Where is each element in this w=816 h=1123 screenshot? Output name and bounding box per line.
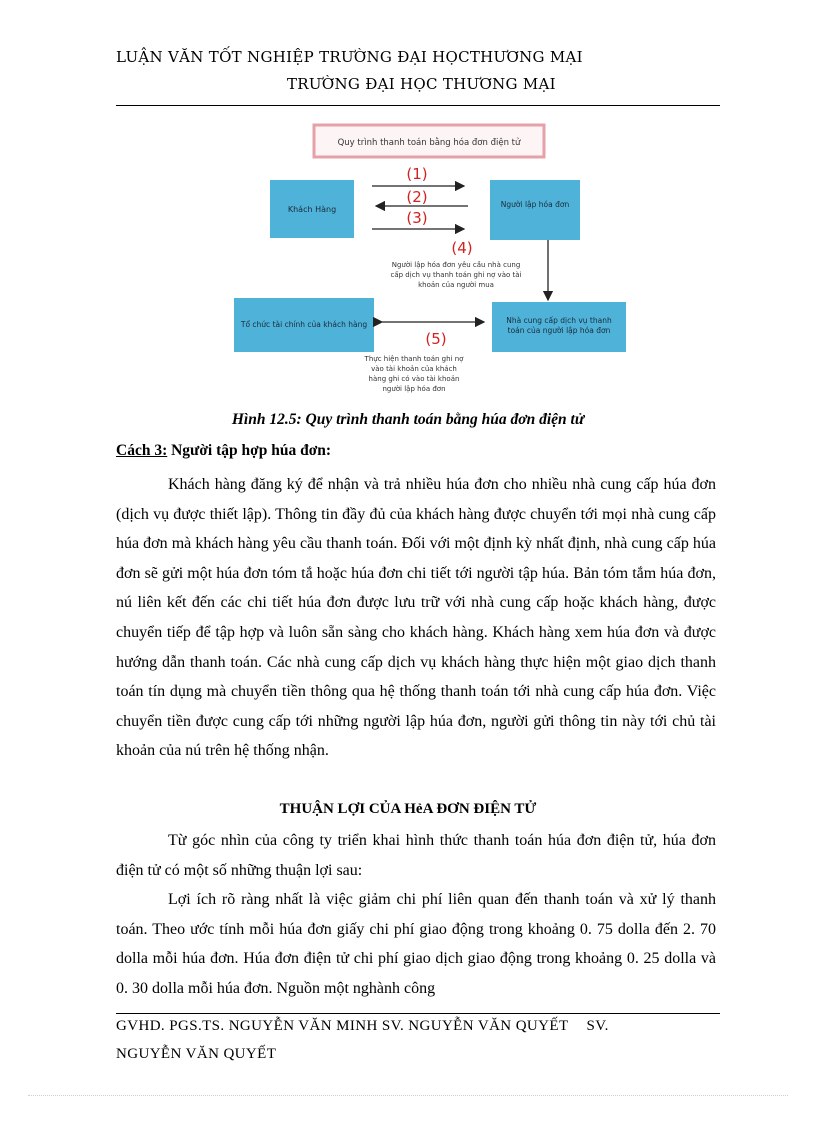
payment-provider-label-line-1: Nhà cung cấp dịch vụ thanh (506, 316, 612, 325)
header-line-2: TRƯỜNG ĐẠI HỌC THƯƠNG MẠI (287, 75, 556, 93)
footer-line-2: NGUYỄN VĂN QUYẾT (116, 1046, 277, 1062)
footer-rule (116, 1013, 720, 1014)
advantages-heading: THUẬN LỢI CỦA HẻA ĐƠN ĐIỆN TỬ (279, 801, 537, 817)
financial-institution-label: Tổ chức tài chính của khách hàng (240, 320, 368, 329)
step-5-label: (5) (425, 330, 447, 348)
footer-left: GVHD. PGS.TS. NGUYỄN VĂN MINH SV. NGUYỄN VĂN QUYẾT (116, 1018, 569, 1034)
step-5-note-line-1: Thực hiện thanh toán ghi nợ (364, 355, 464, 363)
footer-right: SV. (586, 1018, 609, 1034)
figure-caption: Hình 12.5: Quy trình thanh toán bằng húa đơn điện tử (231, 411, 585, 428)
diagram-title-text: Quy trình thanh toán bằng hóa đơn điện tử (337, 138, 521, 148)
step-5-note-line-2: vào tài khoản của khách (371, 365, 457, 373)
header-rule (116, 105, 720, 106)
step-1-label: (1) (406, 165, 428, 183)
biller-box (490, 180, 580, 240)
paragraph-3: Lợi ích rõ ràng nhất là việc giảm chi phí liên quan đến thanh toán và xử lý thanh toán. Theo ước tính mỗi húa đơn giấy chi phí giao động trong khoảng 0. 75 dolla đến 2. 70 dolla mỗi húa đơn. Húa đơn điện tử chi phí giao dịch giao động trong khoảng 0. 25 dolla và 0. 30 dolla mỗi húa đơn. Nguồn một nghành công (116, 891, 716, 997)
paragraph-1: Khách hàng đăng ký để nhận và trả nhiều húa đơn cho nhiều nhà cung cấp húa đơn (dịch vụ được thiết lập). Thông tin đầy đủ của khách hàng được chuyển tới mọi nhà cung cấp húa đơn mà khách hàng yêu cầu thanh toán. Đối với một định kỳ nhất định, nhà cung cấp húa đơn sẽ gửi một húa đơn tóm tắ hoặc húa đơn chi tiết tới người tập húa. Bản tóm tắm húa đơn, nú liên kết đến các chi tiết húa đơn được lưu trữ với nhà cung cấp hoặc khách hàng, được chuyển tiếp để tập hợp và luôn sẵn sàng cho khách hàng. Khách hàng xem húa đơn và được hướng dẫn thanh toán. Các nhà cung cấp dịch vụ khách hàng thực hiện một giao dịch thanh toán tín dụng mà chuyển tiền thông qua hệ thống thanh toán tới nhà cung cấp húa đơn. Việc chuyển tiền được cung cấp tới những người lập húa đơn, người gửi thông tin này tới chủ tài khoản của nú trên hệ thống nhận. (116, 476, 716, 760)
biller-box-label: Người lập hóa đơn (500, 200, 570, 209)
step-4-note-line-2: cấp dịch vụ thanh toán ghi nợ vào tài (390, 271, 522, 279)
header-line-1: LUẬN VĂN TỐT NGHIỆP TRƯỜNG ĐẠI HỌCTHƯƠNG MẠI (116, 48, 583, 66)
customer-box-label: Khách Hàng (287, 205, 337, 214)
step-5-note-line-4: người lập hóa đơn (382, 385, 446, 393)
step-3-label: (3) (406, 209, 428, 227)
step-4-label: (4) (451, 239, 473, 257)
section-label: Cách 3: (116, 442, 168, 459)
step-5-note-line-3: hàng ghi có vào tài khoản (368, 375, 460, 383)
section-title: Người tập hợp húa đơn: (167, 442, 332, 459)
payment-provider-label-line-2: toán của người lập hóa đơn (507, 326, 611, 335)
step-4-note-line-1: Người lập hóa đơn yêu cầu nhà cung (391, 261, 521, 269)
section-heading (116, 442, 331, 460)
page-bottom-dotted-line (28, 1095, 788, 1096)
step-2-label: (2) (406, 188, 428, 206)
step-4-note-line-3: khoản của người mua (418, 281, 494, 289)
paragraph-2: Từ góc nhìn của công ty triển khai hình thức thanh toán húa đơn điện tử, húa đơn điện tử có một số những thuận lợi sau: (116, 832, 716, 879)
footer-line-1 (116, 1018, 609, 1035)
payment-process-diagram (230, 122, 630, 404)
